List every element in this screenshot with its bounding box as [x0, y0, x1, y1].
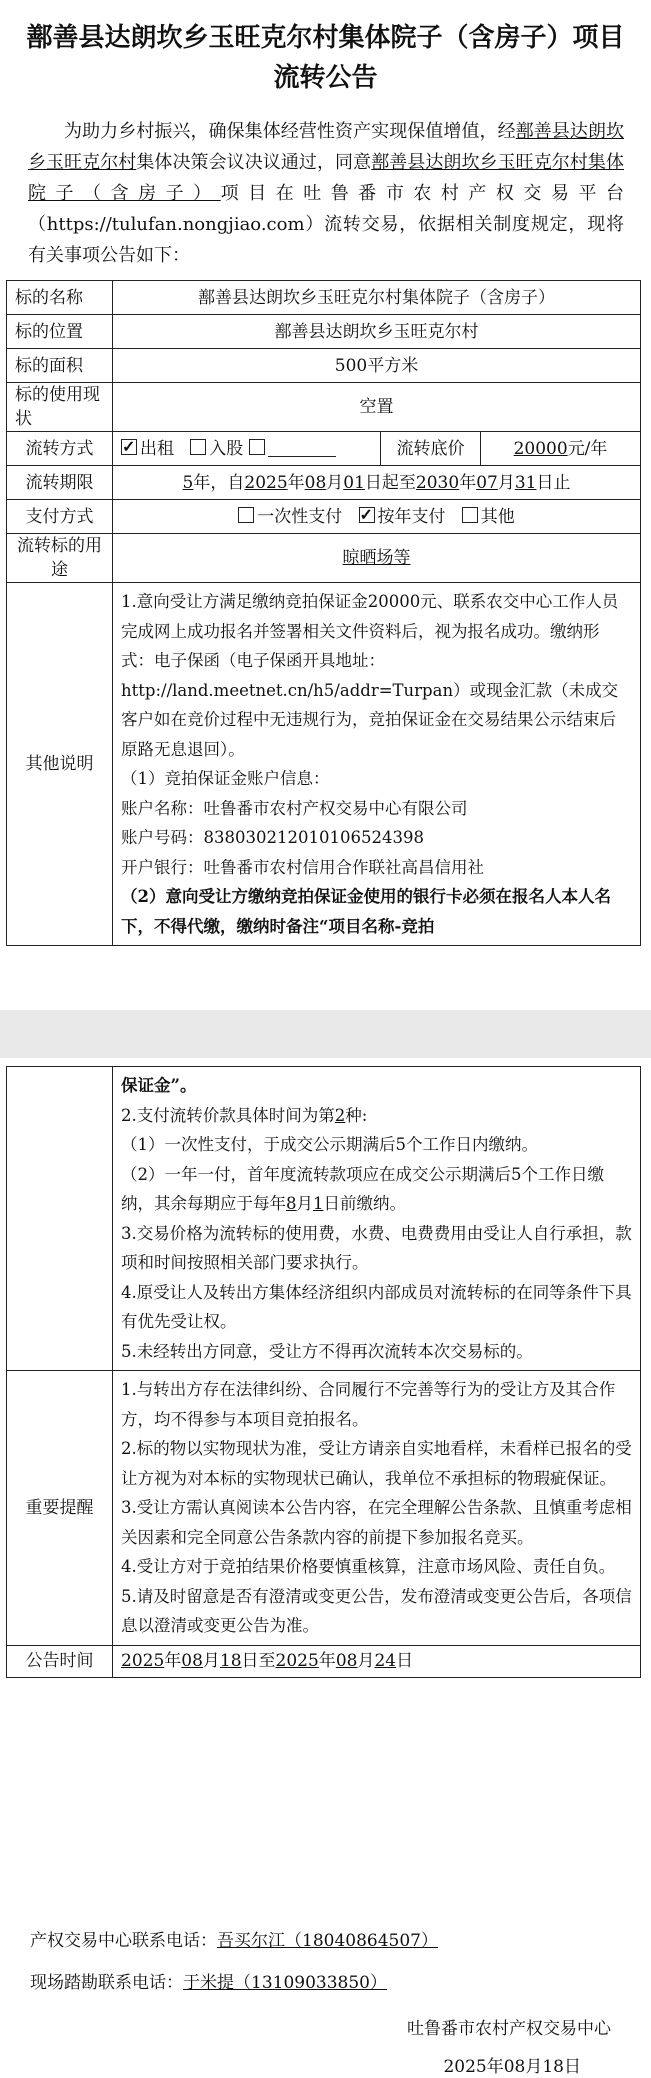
contact-label: 产权交易中心联系电话： [30, 1931, 217, 1951]
contact-phone: （18040864507） [285, 1931, 438, 1951]
intro-text-3: 项目在吐鲁番市农村产权交易平台（https://tulufan.nongjiao.com）流转交易，依据相关制度规定，现将有关事项公告如下： [28, 183, 625, 266]
note-item: 1.意向受让方满足缴纳竞拍保证金20000元、联系农交中心工作人员完成网上成功报名并签署相关文件资料后，视为报名成功。缴纳形式：电子保函（电子保函开具地址：http://land.meetnet.cn/h5/addr=Turpan）或现金汇款（未成交客户如在竞价过程中无违规行为，竞拍保证金在交易结果公示结束后原路无息退回）。 [121, 592, 619, 759]
account-name: 账户名称：吐鲁番市农村产权交易中心有限公司 [121, 798, 468, 818]
contact-name: 于米提 [183, 1973, 234, 1993]
table-row [7, 466, 641, 500]
checkbox-annual [359, 507, 375, 523]
option-annual: 按年支付 [377, 506, 446, 527]
period-value: 5年，自2025年08月01日起至2030年07月31日止 [113, 466, 641, 500]
issuer-name: 吐鲁番市农村产权交易中心 [407, 2019, 611, 2039]
price-cell [481, 432, 641, 466]
price-unit: 元/年 [567, 438, 608, 459]
announcement-table [6, 280, 641, 946]
row-label: 其他说明 [7, 583, 113, 946]
table-row [7, 1067, 641, 1371]
contact-name: 吾买尔江 [217, 1931, 285, 1951]
row-label: 标的位置 [7, 315, 113, 349]
transfer-method-options [113, 432, 381, 466]
contact-label: 现场踏勘联系电话： [30, 1973, 183, 1993]
pay-month: 8 [286, 1194, 297, 1213]
table-row [7, 315, 641, 349]
intro-village-name: 鄯善县达朗坎乡玉旺克尔村 [28, 121, 625, 173]
period-years: 5 [182, 472, 194, 493]
other-notes [113, 583, 641, 946]
payment-type-number: 2 [334, 1105, 346, 1125]
start-year: 2025 [244, 472, 288, 493]
row-label: 支付方式 [7, 500, 113, 534]
end-day: 31 [514, 472, 537, 493]
issue-date: 2025年08月18日 [443, 2057, 581, 2077]
announce-start-year: 2025 [121, 1651, 165, 1671]
note-text: （2）一年一付，首年度流转款项应在成交公示期满后5个工作日缴纳，其余每期应于每年 [121, 1164, 604, 1213]
table-row [7, 500, 641, 534]
note-text: 月 [296, 1194, 313, 1213]
contact-line-1 [30, 1928, 438, 1954]
period-text: 日止 [536, 472, 571, 493]
table-row [7, 534, 641, 583]
announce-period [113, 1645, 641, 1677]
contact-line-2 [30, 1970, 387, 1996]
announce-start-day: 18 [219, 1651, 242, 1671]
note-item [121, 1160, 632, 1219]
price-value: 20000 [513, 438, 568, 459]
end-month: 07 [476, 472, 498, 493]
account-number: 账户号码：83803021201010652439​8 [121, 828, 424, 847]
table-row [7, 432, 641, 466]
note-item: （1）竞拍保证金账户信息： [121, 769, 330, 788]
note-item: 5.未经转出方同意，受让方不得再次流转本次交易标的。 [121, 1341, 533, 1361]
reminder-item: 1.与转出方存在法律纠纷、合同履行不完善等行为的受让方及其合作方，均不得参与本项目竞拍报名。 [121, 1380, 616, 1429]
period-text: 年，自 [193, 472, 245, 493]
note-item: 4.原受让人及转出方集体经济组织内部成员对流转标的在同等条件下具有优先受让权。 [121, 1282, 632, 1331]
contact-phone: （13109033850） [234, 1973, 387, 1993]
area-value: 500平方米 [113, 349, 641, 383]
bank-name: 开户银行：吐鲁番市农村信用合作联社高昌信用社 [121, 857, 484, 877]
reminder-item: 2.标的物以实物现状为准，受让方请亲自实地看样，未看样已报名的受让方视为对本标的实物现状已确认，我单位不承担标的物瑕疵保证。 [121, 1439, 632, 1488]
option-rent-label: 出租 [140, 438, 174, 459]
start-day: 01 [343, 472, 365, 493]
note-text: 种: [345, 1105, 368, 1125]
date-unit: 日 [396, 1651, 414, 1671]
date-unit: 年 [164, 1651, 182, 1671]
note-item [121, 1101, 632, 1131]
start-month: 08 [304, 472, 327, 493]
option-lump-sum: 一次性支付 [257, 506, 343, 527]
row-label: 流转期限 [7, 466, 113, 500]
row-label: 流转方式 [7, 432, 113, 466]
table-row [7, 1645, 641, 1677]
important-notes [113, 1371, 641, 1646]
document-page-2 [0, 1058, 651, 2078]
page-gap [0, 1010, 651, 1058]
announce-end-year: 2025 [275, 1651, 319, 1671]
pay-day: 1 [313, 1194, 324, 1213]
checkbox-lump-sum [238, 507, 254, 523]
row-label: 标的使用现状 [7, 383, 113, 432]
payment-options [113, 500, 641, 534]
document-page-1 [0, 0, 651, 1010]
reminder-item: 4.受让方对于竞拍结果价格要慎重核算，注意市场风险、责任自负。 [121, 1557, 616, 1576]
announcement-table-continued [6, 1066, 641, 1678]
row-label: 标的名称 [7, 281, 113, 315]
date-text: 日至 [241, 1651, 276, 1671]
intro-project-name: 鄯善县达朗坎乡玉旺克尔村集体院子（含房子） [28, 152, 624, 204]
row-label-blank [7, 1067, 113, 1371]
checkbox-other-method [249, 439, 265, 455]
announce-end-month: 08 [335, 1651, 358, 1671]
intro-paragraph [28, 116, 624, 271]
price-label: 流转底价 [381, 432, 481, 466]
period-text: 日起至 [364, 472, 416, 493]
option-other: 其他 [480, 506, 515, 527]
use-value: 晾晒场等 [342, 548, 411, 568]
document-title: 鄯善县达朗坎乡玉旺克尔村集体院子（含房子）项目流转公告 [26, 23, 625, 93]
table-row [7, 583, 641, 946]
row-label: 流转标的用途 [7, 534, 113, 583]
option-share-label: 入股 [209, 438, 244, 459]
row-label: 重要提醒 [7, 1371, 113, 1646]
reminder-item: 3.受让方需认真阅读本公告内容，在完全理解公告条款、且慎重考虑相关因素和完全同意公告条款内容的前提下参加报名竞买。 [121, 1498, 632, 1547]
project-name-value: 鄯善县达朗坎乡玉旺克尔村集体院子（含房子） [113, 281, 641, 315]
row-label: 标的面积 [7, 349, 113, 383]
table-row [7, 1371, 641, 1646]
intro-text-1: 为助力乡村振兴，确保集体经营性资产实现保值增值，经 [64, 121, 516, 142]
checkbox-rent [121, 439, 137, 455]
note-item-bold: 保证金”。 [121, 1076, 197, 1095]
intro-text-2: 集体决策会议决议通过，同意 [136, 152, 372, 173]
use-value-cell [113, 534, 641, 583]
table-row [7, 383, 641, 432]
location-value: 鄯善县达朗坎乡玉旺克尔村 [113, 315, 641, 349]
date-unit: 月 [357, 1651, 375, 1671]
checkbox-share [190, 439, 206, 455]
table-row [7, 281, 641, 315]
reminder-item: 5.请及时留意是否有澄清或变更公告，发布澄清或变更公告后，各项信息以澄清或变更公告为准。 [121, 1586, 632, 1635]
note-text: 日前缴纳。 [323, 1194, 406, 1213]
note-item: （1）一次性支付，于成交公示期满后5个工作日内缴纳。 [121, 1135, 538, 1154]
row-label: 公告时间 [7, 1645, 113, 1677]
usage-status-value: 空置 [113, 383, 641, 432]
date-unit: 月 [202, 1651, 220, 1671]
checkbox-other-payment [462, 507, 478, 523]
announce-start-month: 08 [181, 1651, 203, 1671]
note-item-bold: （2）意向受让方缴纳竞拍保证金使用的银行卡必须在报名人本人名下，不得代缴，缴纳时备注“项目名称-竞拍 [121, 887, 611, 936]
other-notes-continued [113, 1067, 641, 1371]
table-row [7, 349, 641, 383]
end-year: 2030 [415, 472, 460, 493]
blank-line [268, 438, 336, 457]
note-text: 2.支付流转价款具体时间为第 [121, 1105, 335, 1125]
announce-end-day: 24 [374, 1651, 397, 1671]
note-item: 3.交易价格为流转标的使用费，水费、电费费用由受让人自行承担，款项和时间按照相关部门要求执行。 [121, 1223, 632, 1272]
date-unit: 年 [318, 1651, 336, 1671]
